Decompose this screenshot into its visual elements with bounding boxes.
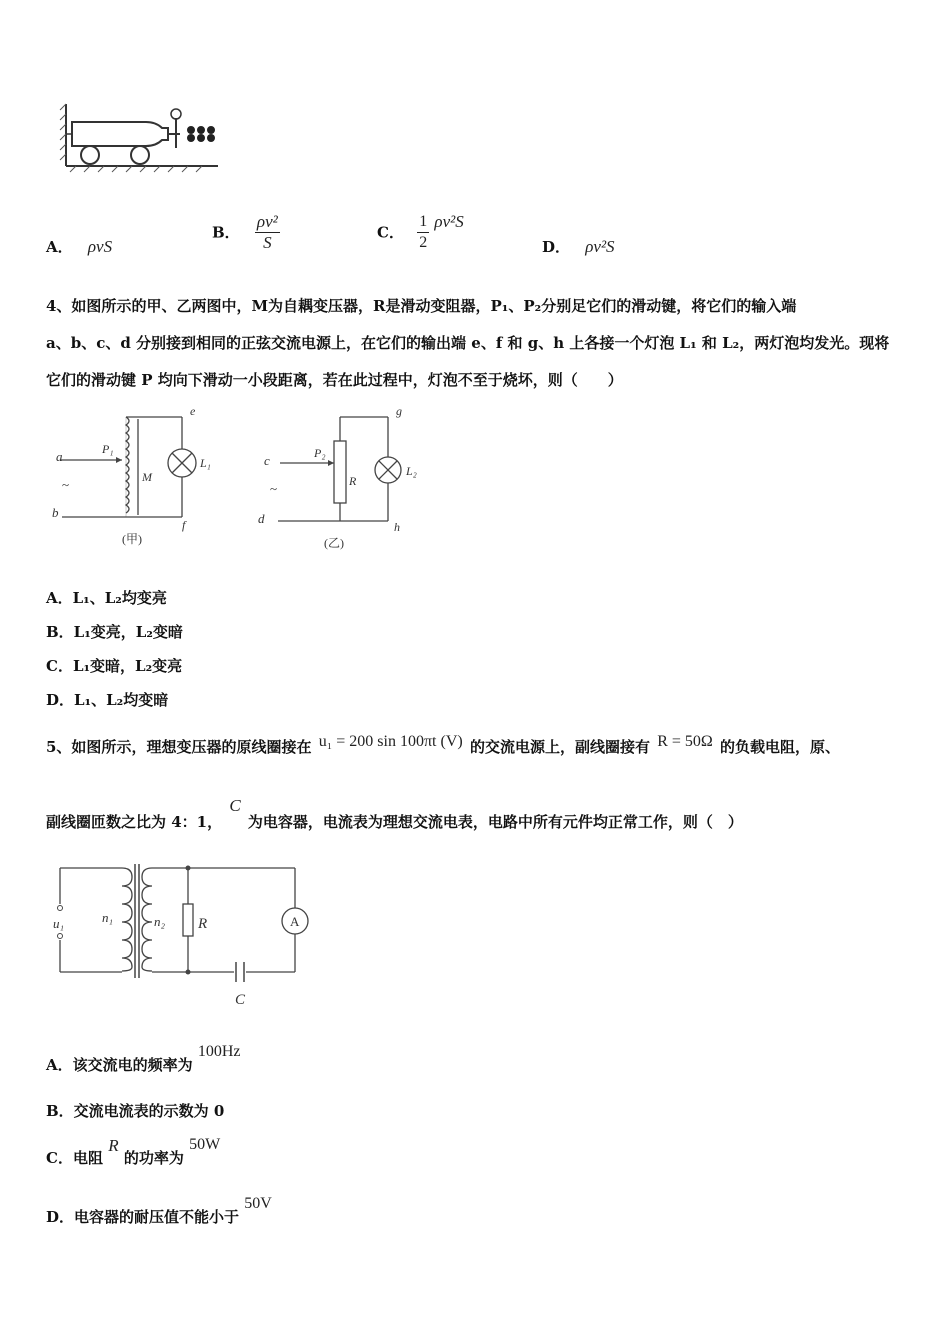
q4-stem-line1: 4、如图所示的甲、乙两图中，M为自耦变压器，R是滑动变阻器，P₁、P₂分别足它们的滑动键，将它们的输入端	[46, 297, 797, 315]
q5-option-c[interactable]: C．电阻 R 的功率为 50W	[46, 1136, 221, 1167]
q5-fig-label-r: R	[198, 916, 208, 932]
q4-jia-label-l1: L₁	[200, 456, 211, 470]
q5-fig-label-ammeter: A	[290, 914, 300, 929]
q4-jia-label-tilde: ~	[62, 477, 70, 492]
q5-voltage-formula: u₁ = 200 sin 100πt (V)	[318, 733, 463, 750]
q3-figure	[58, 100, 228, 175]
q4-option-c[interactable]: C．L₁变暗，L₂变亮	[46, 657, 183, 675]
q5-option-d[interactable]: D．电容器的耐压值不能小于 50V	[46, 1195, 272, 1226]
q3-option-a[interactable]: A． ρvS	[46, 237, 113, 256]
q4-yi-label-c: c	[264, 453, 270, 468]
q5-option-b[interactable]: B．交流电流表的示数为 0	[46, 1102, 225, 1120]
q4-jia-label-m: M	[142, 470, 152, 484]
q4-yi-label-l2: L₂	[406, 464, 417, 478]
q3-option-c[interactable]: C． $\frac{1}{2}$ ρv²S	[377, 212, 464, 251]
q4-jia-label-e: e	[190, 405, 196, 418]
q3-option-b[interactable]: B． $\frac{\text{ρv²}}{S}$	[212, 212, 278, 252]
q5-fig-label-n2: n₂	[154, 914, 166, 929]
q5-figure	[50, 860, 320, 1010]
q4-yi-label-d: d	[258, 511, 265, 526]
q4-yi-label-r: R	[349, 474, 357, 488]
q5-stem-line2: 副线圈匝数之比为 4：1， C 为电容器，电流表为理想交流电表，电路中所有元件均正常工作，则（ ）	[46, 796, 743, 831]
q4-jia-label-b: b	[52, 505, 59, 520]
q5-option-a[interactable]: A．该交流电的频率为 100Hz	[46, 1043, 241, 1074]
q4-option-a[interactable]: A．L₁、L₂均变亮	[46, 589, 167, 607]
q5-fig-label-u1: u₁	[53, 916, 65, 931]
q5-stem-line1: 5、如图所示，理想变压器的原线圈接在 u₁ = 200 sin 100πt (V) 的交流电源上，副线圈接有 R = 50Ω 的负载电阻，原、	[46, 733, 841, 756]
q4-jia-caption: (甲)	[122, 532, 142, 546]
q4-yi-caption: (乙)	[324, 536, 344, 550]
q4-figure	[50, 405, 430, 555]
q4-figure-yi	[258, 405, 417, 550]
q5-fig-label-c: C	[235, 992, 246, 1008]
q4-jia-label-p1: P₁	[102, 442, 114, 456]
q5-fig-label-n1: n₁	[102, 910, 114, 925]
q5-capacitor-symbol: C	[229, 796, 241, 815]
q3-b-fraction: $\frac{\text{ρv²}}{S}$	[256, 212, 278, 252]
q3-c-fraction: $\frac{1}{2}$	[419, 213, 428, 251]
q4-yi-label-p2: P₂	[314, 446, 326, 460]
q4-jia-label-a: a	[56, 449, 63, 464]
q5-resistance-formula: R = 50Ω	[657, 733, 713, 750]
q4-option-b[interactable]: B．L₁变亮，L₂变暗	[46, 623, 183, 641]
q4-yi-label-g: g	[396, 405, 402, 418]
q4-stem-line2: a、b、c、d 分别接到相同的正弦交流电源上，在它们的输出端 e、f 和 g、h 上各接一个灯泡 L₁ 和 L₂，两灯泡均发光。现将	[46, 334, 890, 352]
q4-figure-jia	[52, 405, 211, 546]
q4-option-d[interactable]: D．L₁、L₂均变暗	[46, 691, 169, 709]
q4-yi-label-h: h	[394, 520, 400, 534]
q4-stem-line3: 它们的滑动键 P 均向下滑动一小段距离，若在此过程中，灯泡不至于烧坏，则（ ）	[46, 371, 623, 389]
q4-yi-label-tilde: ~	[270, 481, 278, 496]
q4-jia-label-f: f	[182, 518, 186, 532]
q3-option-d[interactable]: D． ρv²S	[542, 237, 615, 256]
